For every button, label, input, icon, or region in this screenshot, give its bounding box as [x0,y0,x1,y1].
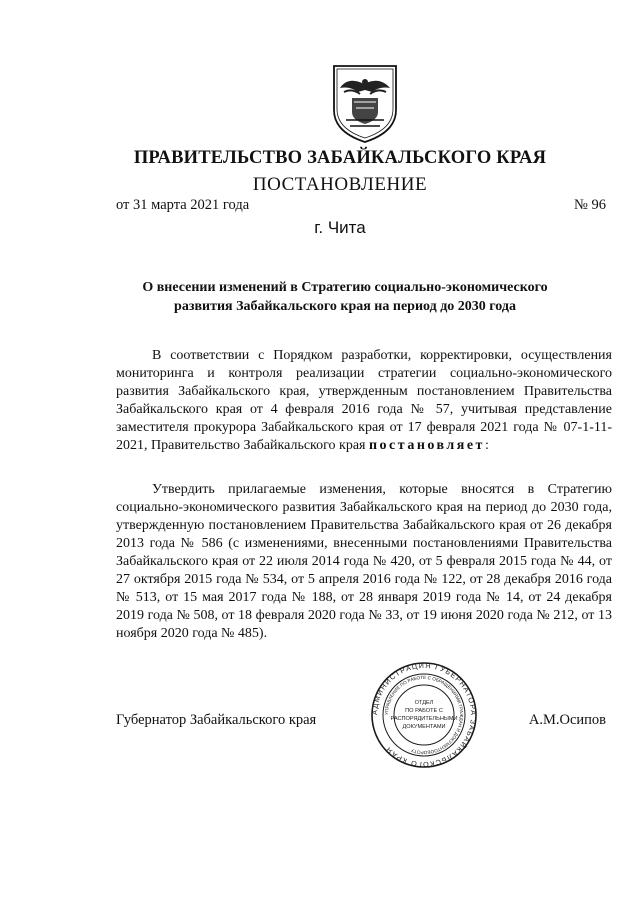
stamp-outer-text: АДМИНИСТРАЦИЯ ГУБЕРНАТОРА ЗАБАЙКАЛЬСКОГО КРАЯ [370,661,478,769]
document-city: г. Чита [314,218,366,237]
stamp-center-line-3: РАСПОРЯДИТЕЛЬНЫМИ [390,716,458,722]
subject-line-2: развития Забайкальского края на период до 2030 года [174,299,516,314]
body-paragraph-1 [116,347,612,455]
stamp-center-line-2: ПО РАБОТЕ С [405,708,443,714]
signature-name: А.М.Осипов [528,712,606,728]
document-date: от 31 марта 2021 года [116,197,250,213]
document-subject [120,278,570,316]
document-number: № 96 [574,197,606,213]
document-type: ПОСТАНОВЛЕНИЕ [252,174,428,195]
stamp-inner-text: УПРАВЛЕНИЕ ПО РАБОТЕ С ОБРАЩЕНИЯМИ ГРАЖДАН И ДОКУМЕНТООБОРОТУ [383,674,465,756]
stamp-center-line-1: ОТДЕЛ [414,700,434,706]
paragraph-1-text: В соответствии с Порядком разработки, корректировки, осуществления мониторинга и контроля реализации стратегии социально-экономического развития Забайкальского края, утвержденным постановлением Правительства Забайкальского края от 4 февраля 2016 года № 57, учитывая представление заместителя прокурора Забайкальского края от 17 февраля 2021 года № 07-1-11-2021, Правительство Забайкальского края [116,348,612,453]
paragraph-1-emphasis: постановляет [368,438,485,453]
paragraph-1-end: : [484,438,489,453]
organization-title: ПРАВИТЕЛЬСТВО ЗАБАЙКАЛЬСКОГО КРАЯ [133,148,547,168]
subject-line-1: О внесении изменений в Стратегию социально-экономического [142,280,548,295]
stamp-center-line-4: ДОКУМЕНТАМИ [402,724,446,730]
official-stamp [370,661,478,769]
signature-title: Губернатор Забайкальского края [116,712,317,728]
coat-of-arms-icon [330,62,400,144]
body-paragraph-2: Утвердить прилагаемые изменения, которые вносятся в Стратегию социально-экономического развития Забайкальского края на период до 2030 года, утвержденную постановлением Правительства Забайкальского края от 26 декабря 2013 года № 586 (с изменениями, внесенными постановлениями Правительства Забайкальского края от 22 июля 2014 года № 420, от 5 февраля 2015 года № 44, от 27 октября 2015 года № 534, от 5 апреля 2016 года № 122, от 28 декабря 2016 года № 513, от 15 мая 2017 года № 188, от 28 января 2019 года № 14, от 24 декабря 2019 года № 508, от 18 февраля 2020 года № 33, от 19 июня 2020 года № 212, от 13 ноября 2020 года № 485). [116,482,612,641]
